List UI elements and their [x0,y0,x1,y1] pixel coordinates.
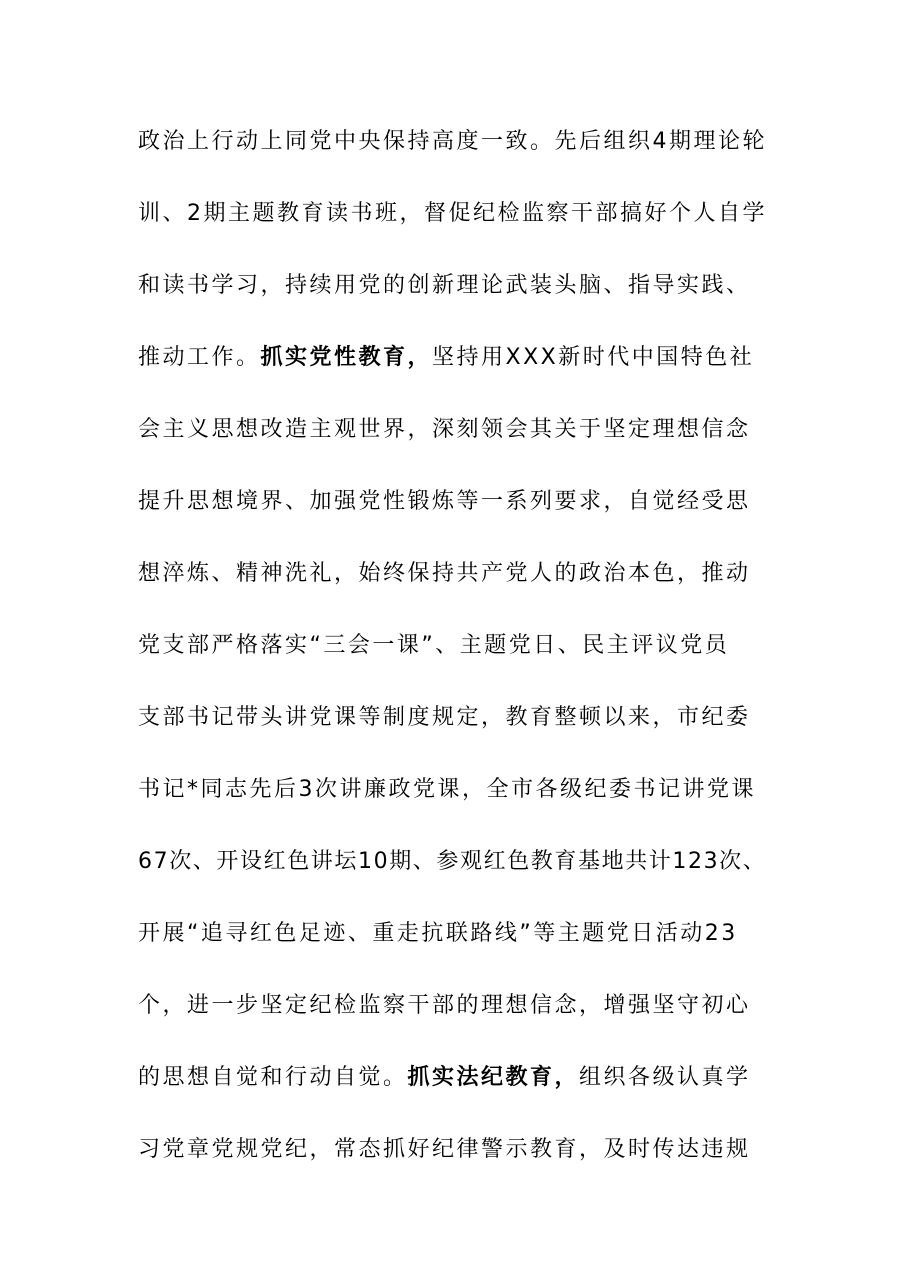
text-line: 开展“追寻红色足迹、重走抗联路线”等主题党日活动23 [138,921,738,946]
text-line: 和读书学习，持续用党的创新理论武装头脑、指导实践、 [138,273,751,298]
text-line: 书记*同志先后3次讲廉政党课，全市各级纪委书记讲党课 [138,777,756,802]
bold-heading-discipline-education: 抓实法纪教育， [407,1065,580,1090]
text-line: 习党章党规党纪，常态抓好纪律警示教育，及时传达违规 [138,1137,751,1162]
text-line: 党支部严格落实“三会一课”、主题党日、民主评议党员 [138,633,730,658]
body-paragraph [138,122,788,1202]
text-line: 提升思想境界、加强党性锻炼等一系列要求，自觉经受思 [138,489,751,514]
text-line: 支部书记带头讲党课等制度规定，教育整顿以来，市纪委 [138,705,751,730]
text-line: 的思想自觉和行动自觉。抓实法纪教育，组织各级认真学 [138,1065,751,1090]
text-line: 训、2期主题教育读书班，督促纪检监察干部搞好个人自学 [138,201,767,226]
text-line: 个，进一步坚定纪检监察干部的理想信念，增强坚守初心 [138,993,751,1018]
text-line: 会主义思想改造主观世界，深刻领会其关于坚定理想信念 [138,417,751,442]
text-line: 想淬炼、精神洗礼，始终保持共产党人的政治本色，推动 [138,561,751,586]
text-line: 政治上行动上同党中央保持高度一致。先后组织4期理论轮 [138,129,767,154]
bold-heading-party-spirit-education: 抓实党性教育， [260,345,433,370]
text-line: 67次、开设红色讲坛10期、参观红色教育基地共计123次、 [138,849,767,874]
text-line: 推动工作。抓实党性教育，坚持用XXX新时代中国特色社 [138,345,755,370]
